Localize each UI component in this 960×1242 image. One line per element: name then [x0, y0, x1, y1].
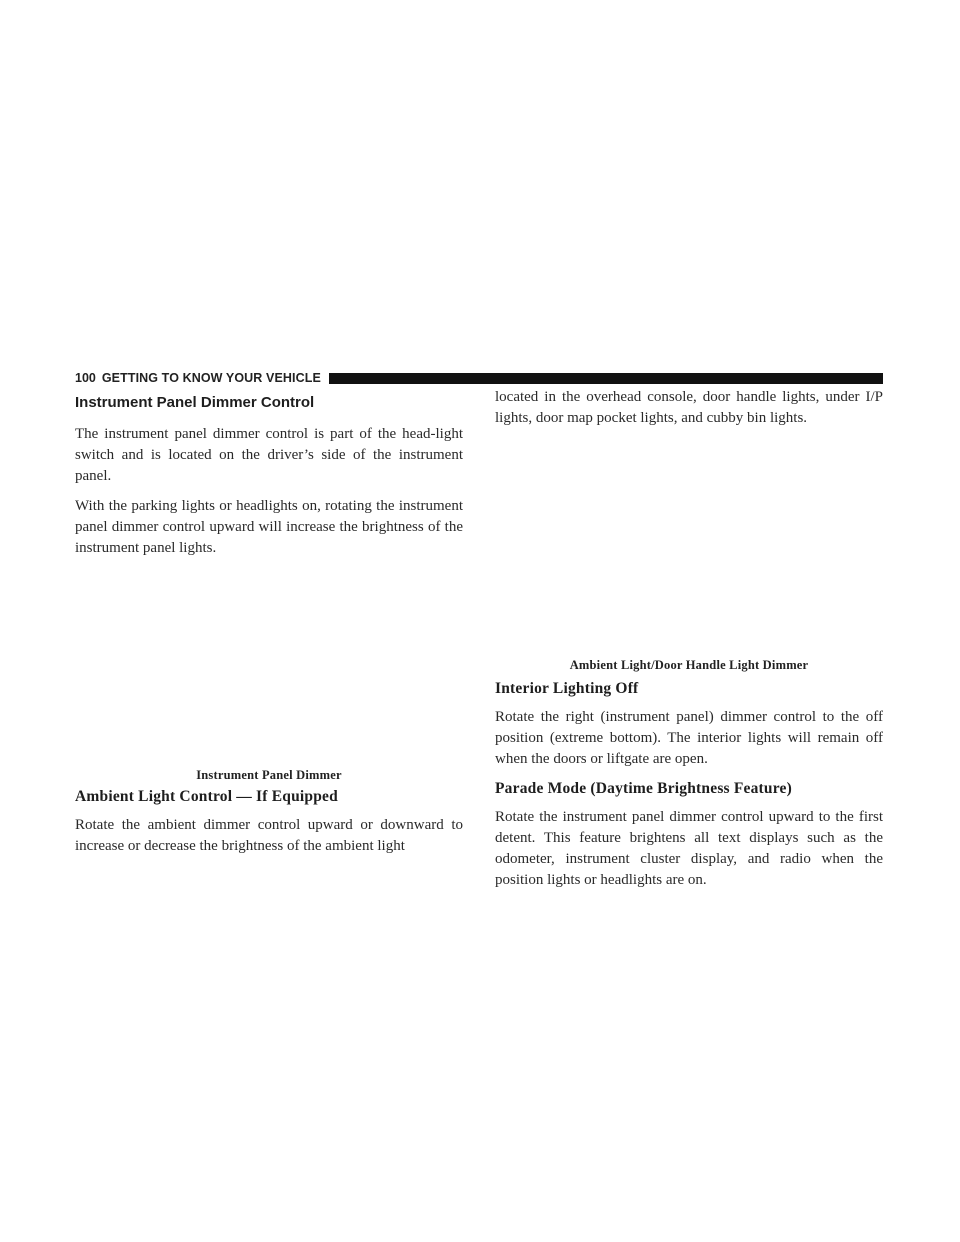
parade-mode-paragraph: Rotate the instrument panel dimmer control upward to the first detent. This feature brightens all text displays such as the odometer, instrument cluster display, and radio when the position lights or headlights are on.	[495, 809, 883, 888]
brightness-paragraph: With the parking lights or headlights on, rotating the instrument panel dimmer control upward will increase the brightness of the instrument panel lights.	[75, 498, 463, 556]
instrument-panel-dimmer-figure	[75, 568, 463, 768]
parade-mode-heading: Parade Mode (Daytime Brightness Feature)	[495, 780, 792, 797]
figure-caption: Instrument Panel Dimmer	[196, 768, 342, 782]
ambient-light-heading: Ambient Light Control — If Equipped	[75, 788, 338, 805]
right-column	[495, 387, 883, 900]
figure-caption: Ambient Light/Door Handle Light Dimmer	[569, 658, 809, 672]
interior-lighting-off-heading: Interior Lighting Off	[495, 680, 639, 697]
ambient-continued-paragraph: located in the overhead console, door handle lights, under I/P lights, door map pocket lights, and cubby bin lights.	[495, 389, 883, 426]
header-rule	[329, 373, 883, 384]
page-header	[75, 370, 883, 386]
section-title: GETTING TO KNOW YOUR VEHICLE	[101, 371, 321, 385]
ambient-light-dimmer-figure	[495, 438, 883, 658]
left-column	[75, 393, 463, 866]
page-number: 100	[75, 371, 96, 385]
intro-paragraph: The instrument panel dimmer control is part of the head-light switch and is located on the driver’s side of the instrument panel.	[75, 426, 463, 484]
interior-lighting-paragraph: Rotate the right (instrument panel) dimmer control to the off position (extreme bottom). The interior lights will remain off when the doors or liftgate are open.	[495, 709, 883, 767]
instrument-panel-dimmer-heading: Instrument Panel Dimmer Control	[75, 394, 315, 411]
ambient-paragraph: Rotate the ambient dimmer control upward or downward to increase or decrease the brightness of the ambient light	[75, 817, 463, 854]
